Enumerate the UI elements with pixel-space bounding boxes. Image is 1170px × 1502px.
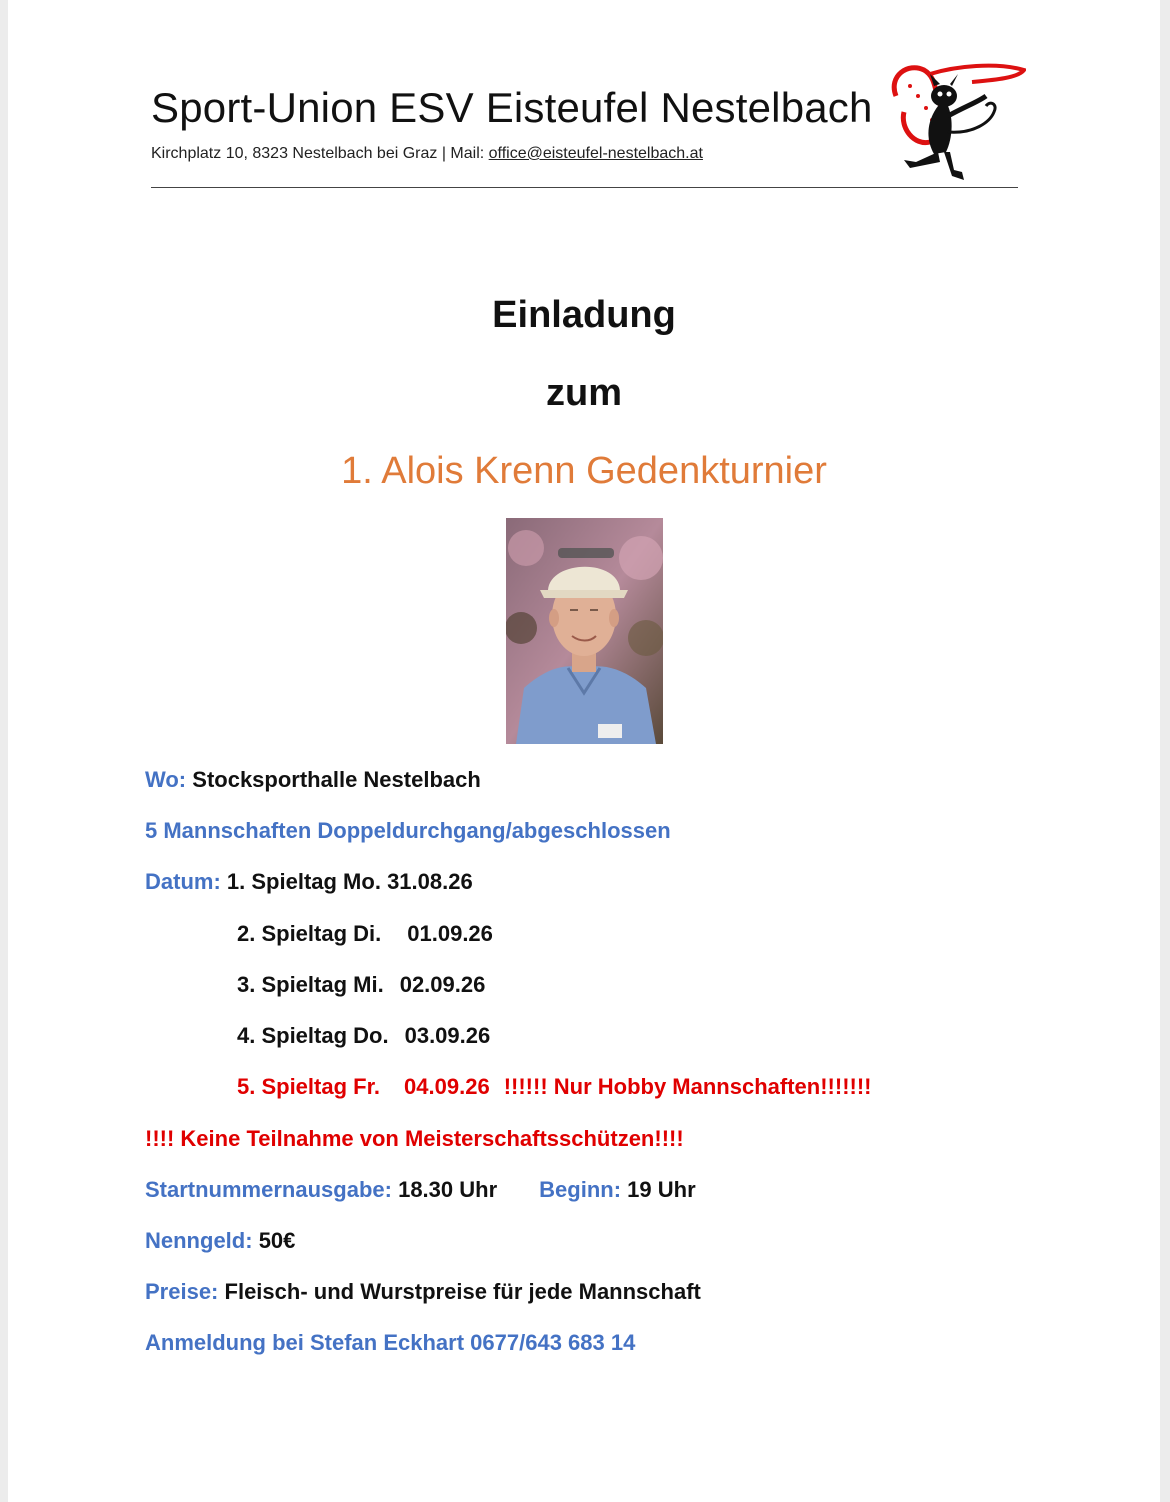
address-text: Kirchplatz 10, 8323 Nestelbach bei Graz | Mail: [151,145,489,162]
date-row-4 [237,1023,490,1049]
day-3-date: 02.09.26 [399,972,486,997]
date-label: Datum: [145,869,221,894]
begin-label: Beginn: [539,1177,622,1202]
day-2-label: 2. Spieltag Di. [237,921,382,946]
title-zum: zum [546,372,622,414]
day-3-label: 3. Spieltag Mi. [237,972,384,997]
day-2-date: 01.09.26 [407,921,493,946]
registration-info: Anmeldung bei Stefan Eckhart 0677/643 683 14 [145,1330,636,1355]
title-einladung: Einladung [492,294,676,336]
day-1-label: 1. Spieltag Mo. [226,869,381,894]
fee-label: Nenngeld: [145,1228,253,1253]
day-4-date: 03.09.26 [404,1023,491,1048]
tournament-title: 1. Alois Krenn Gedenkturnier [341,450,827,492]
day-5-label: 5. Spieltag Fr. [237,1074,381,1099]
day-5-date: 04.09.26 [404,1074,490,1099]
flyer-page [8,0,1160,1502]
org-name: Sport-Union ESV Eisteufel Nestelbach [151,84,873,131]
date-row-3 [237,972,485,998]
email-link[interactable]: office@eisteufel-nestelbach.at [488,145,703,162]
location-value: Stocksporthalle Nestelbach [192,767,481,792]
teams-info: 5 Mannschaften Doppeldurchgang/abgeschlossen [145,818,671,843]
fee-row [145,1228,295,1254]
date-row-2 [237,921,493,947]
fee-value: 50€ [258,1228,296,1253]
org-address [151,145,703,163]
hobby-note: !!!!!! Nur Hobby Mannschaften!!!!!!! [503,1074,872,1099]
day-1-date: 31.08.26 [387,869,473,894]
day-4-label: 4. Spieltag Do. [237,1023,389,1048]
start-label: Startnummernausgabe: [145,1177,392,1202]
time-row [145,1177,696,1203]
start-value: 18.30 Uhr [398,1177,498,1202]
prizes-row [145,1279,701,1305]
portrait-photo [506,518,663,744]
prizes-label: Preise: [145,1279,219,1304]
header-divider [151,187,1018,188]
prizes-value: Fleisch- und Wurstpreise für jede Mannschaft [224,1279,701,1304]
location-row [145,767,481,793]
date-row-5 [237,1074,872,1100]
warning-text: !!!! Keine Teilnahme von Meisterschaftsschützen!!!! [145,1126,684,1151]
devil-mascot-logo [886,56,1026,186]
date-row-1 [145,869,473,895]
begin-value: 19 Uhr [627,1177,696,1202]
location-label: Wo: [145,767,187,792]
